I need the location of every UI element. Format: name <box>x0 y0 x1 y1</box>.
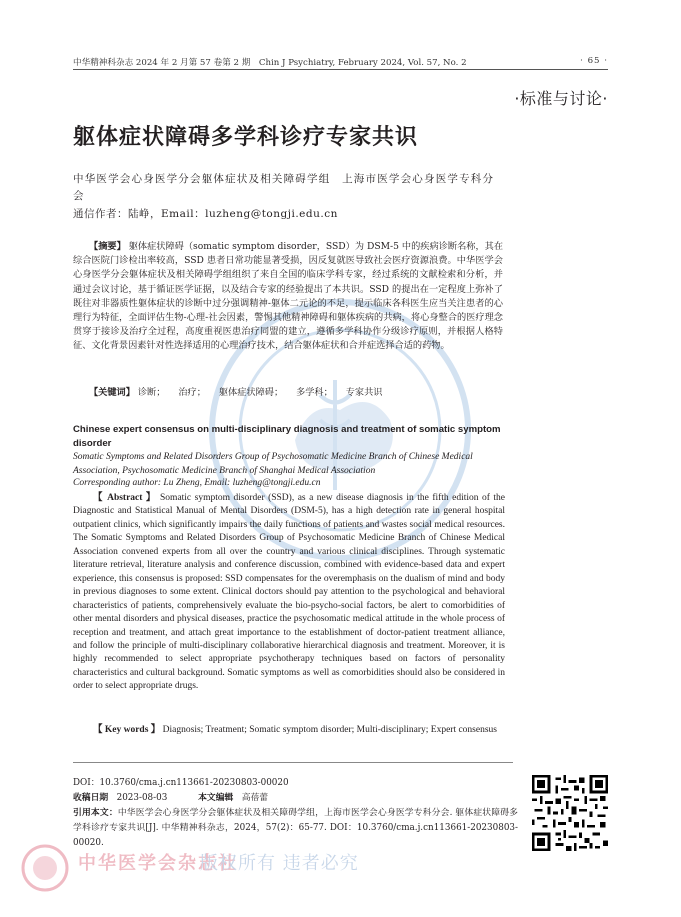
article-footnote <box>73 776 518 851</box>
abstract-text-cn: 躯体症状障碍（somatic symptom disorder，SSD）为 DSM-5 中的疾病诊断名称，其在综合医院门诊检出率较高，SSD 患者日常功能显著受损，因反复就医导致社会医疗资源浪费。中华医学会心身医学分会躯体症状及相关障碍学组组织了来自全国的临床学科专家，经过系统的文献检索和分析，并通过会议讨论，基于循证医学证据，以及结合专家的经验提出了本共识。SSD 的提出在一定程度上弥补了既往对非器质性躯体症状的诊断中过分强调精神-躯体二元论的不足，提示临床各科医生应当关注患者的心理行为特征，全面评估生物-心理-社会因素，警惕其他精神障碍和躯体疾病的共病，将心身整合的医疗理念贯穿于接诊及治疗全过程，高度重视医患治疗同盟的建立，遵循多学科协作分级诊疗原则，并根据人格特征、文化背景因素针对性选择适用的心理治疗技术，结合躯体症状和合并症选择合适的药物。 <box>73 241 504 352</box>
abstract-text-en: Somatic symptom disorder (SSD), as a new disease diagnosis in the fifth edition of the Diagnostic and Statistical Manual of Mental Disorders (DSM-5), has a high detection rate in general hospital outpatient clinics, which significantly impairs the daily functions of patients and wastes social medical resources. The Somatic Symptoms and Related Disorders Group of Psychosomatic Medicine Branch of Chinese Medical Association convened experts from all over the country and various clinical disciplines. Through systematic literature retrieval, literature analysis and conference discussion, combined with evidence-based data and expert experience, this consensus is proposed: SSD compensates for the overemphasis on the dualism of mind and body in previous diagnoses to some extent. Clinical doctors should pay attention to the psychological and behavioral characteristics of patients, comprehensively evaluate the bio-psycho-social factors, be alert to comorbidities of other mental disorders and physical diseases, practice the psychosomatic medical attitude in the whole process of reception and treatment, and attach great importance to the establishment of doctor-patient treatment alliance, and follow the principle of multi-disciplinary collaborative hierarchical diagnosis and treatment. Moreover, it is highly recommended to select appropriate psychotherapy techniques based on factors of personality characteristics and cultural background. Somatic symptoms as well as comorbidities should also be considered in order to select appropriate drugs. <box>73 493 506 692</box>
footnote-rule <box>73 762 513 763</box>
keyword: 诊断； <box>137 387 166 398</box>
received-label: 收稿日期 <box>73 793 109 803</box>
qr-code-icon[interactable] <box>532 775 608 851</box>
english-keywords <box>73 723 505 737</box>
article-title: 躯体症状障碍多学科诊疗专家共识 <box>73 125 419 150</box>
received-date: 2023-08-03 <box>116 793 168 803</box>
citation <box>73 806 518 851</box>
publisher-logo <box>20 843 359 897</box>
english-title: Chinese expert consensus on multi-disciplinary diagnosis and treatment of somatic symptom disorder <box>73 424 501 449</box>
keywords-label-cn: 【关键词】 <box>89 387 135 398</box>
editor-name: 高蓓蕾 <box>241 793 269 803</box>
received-editor-line <box>73 791 518 806</box>
abstract-label-cn: 【摘要】 <box>89 241 126 252</box>
publisher-emblem-icon <box>20 843 70 893</box>
page-number: · 65 · <box>580 56 608 66</box>
author-groups: 中华医学会心身医学分会躯体症状及相关障碍学组 上海市医学会心身医学专科分会 <box>73 173 495 202</box>
english-abstract <box>73 492 505 694</box>
copyright-notice: 版权所有 违者必究 <box>200 853 359 874</box>
abstract-label-en: 【 Abstract 】 <box>93 493 157 503</box>
keyword: 躯体症状障碍； <box>218 387 284 398</box>
section-label: ·标准与讨论· <box>514 89 608 108</box>
cite-text: 中华医学会心身医学分会躯体症状及相关障碍学组，上海市医学会心身医学专科分会. 躯体症状障碍多学科诊疗专家共识[J]. 中华精神科杂志，2024，57(2)：65-77. DOI：10.3760/cma.j.cn113661-20230803-00020. <box>73 808 518 848</box>
journal-citation-header: 中华精神科杂志 2024 年 2 月第 57 卷第 2 期 Chin J Psychiatry, February 2024, Vol. 57, No. 2 <box>73 58 467 68</box>
chinese-abstract <box>73 240 503 354</box>
cite-label: 引用本文： <box>73 808 118 818</box>
keywords-text-en: Diagnosis; Treatment; Somatic symptom disorder; Multi-disciplinary; Expert consensus <box>162 725 497 735</box>
keyword: 多学科； <box>296 387 333 398</box>
doi[interactable]: DOI：10.3760/cma.j.cn113661-20230803-00020 <box>73 778 289 788</box>
corresponding-author: 通信作者：陆峥，Email：luzheng@tongji.edu.cn <box>73 208 338 220</box>
editor-label: 本文编辑 <box>198 793 234 803</box>
keyword: 专家共识 <box>345 387 383 398</box>
english-corresponding-author: Corresponding author: Lu Zheng, Email: luzheng@tongji.edu.cn <box>73 478 321 488</box>
header-rule <box>73 69 608 70</box>
chinese-keywords <box>73 384 503 398</box>
keyword: 治疗； <box>178 387 206 398</box>
english-authors: Somatic Symptoms and Related Disorders Group of Psychosomatic Medicine Branch of Chinese Medical Association, Psychosomatic Medicine Branch of Shanghai Medical Association <box>73 452 473 476</box>
keywords-label-en: 【 Key words 】 <box>93 725 161 735</box>
publisher-name: 中华医学会杂志社 <box>78 853 238 874</box>
